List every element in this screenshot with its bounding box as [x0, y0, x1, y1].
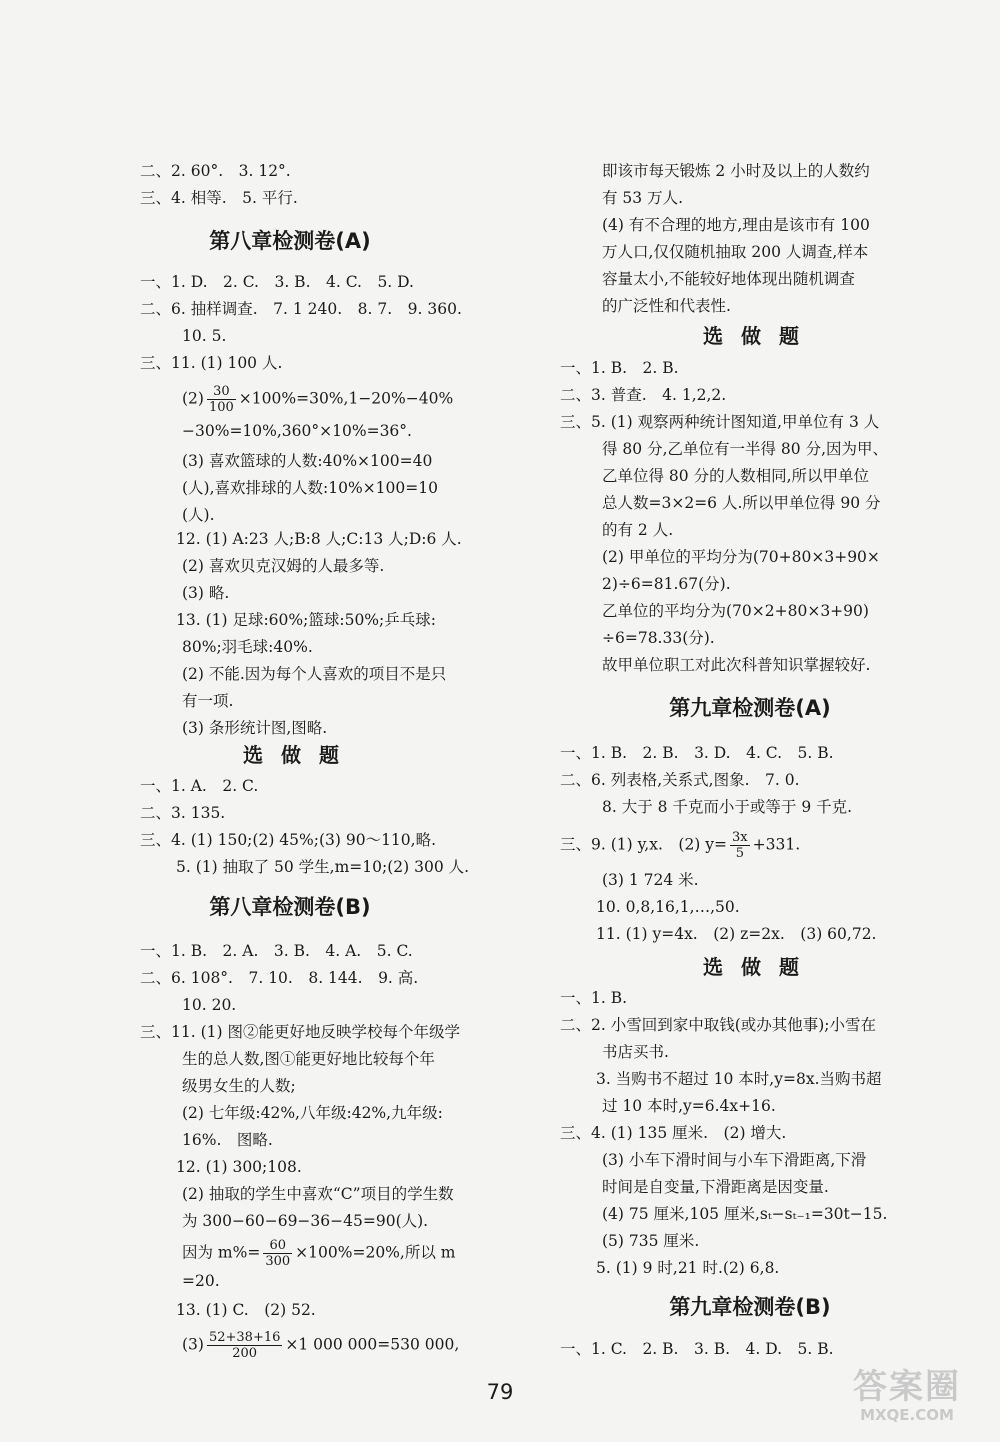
answer-line: 二、6. 108°. 7. 10. 8. 144. 9. 高. [140, 969, 419, 987]
answer-line: 一、1. B. 2. B. 3. D. 4. C. 5. B. [560, 744, 834, 762]
answer-line: (4) 有不合理的地方,理由是该市有 100 [602, 216, 870, 234]
numerator: 3x [732, 830, 748, 845]
text: (2) [182, 389, 204, 408]
fraction [263, 1238, 292, 1269]
numerator: 60 [263, 1238, 292, 1254]
watermark [832, 1368, 982, 1432]
answer-line-fraction [560, 830, 800, 861]
text: +331. [752, 835, 801, 854]
answer-line: 生的总人数,图①能更好地比较每个年 [182, 1050, 435, 1068]
answer-line: 万人口,仅仅随机抽取 200 人调查,样本 [602, 243, 869, 261]
answer-line: 三、4. (1) 150;(2) 45%;(3) 90～110,略. [140, 831, 437, 849]
text: ×100%=30%,1−20%−40% [238, 389, 454, 408]
answer-line: 的有 2 人. [602, 521, 674, 539]
answer-line: (2) 不能.因为每个人喜欢的项目不是只 [182, 665, 447, 683]
answer-line: (3) 喜欢篮球的人数:40%×100=40 [182, 452, 433, 470]
answer-line: 一、1. B. 2. B. [560, 359, 679, 377]
answer-line: 三、5. (1) 观察两种统计图知道,甲单位有 3 人 [560, 413, 880, 431]
fraction [730, 830, 750, 861]
denominator: 300 [265, 1254, 291, 1269]
answer-line: 得 80 分,乙单位有一半得 80 分,因为甲、 [602, 440, 889, 458]
answer-line: 有 53 万人. [602, 189, 684, 207]
answer-line: 13. (1) 足球:60%;篮球:50%;乒乓球: [176, 611, 436, 629]
answer-line: 一、1. D. 2. C. 3. B. 4. C. 5. D. [140, 273, 414, 291]
answer-line: 一、1. A. 2. C. [140, 777, 259, 795]
answer-line: 故甲单位职工对此次科普知识掌握较好. [602, 656, 871, 674]
answer-line: 即该市每天锻炼 2 小时及以上的人数约 [602, 162, 870, 180]
answer-line: 二、6. 列表格,关系式,图象. 7. 0. [560, 771, 800, 789]
answer-line: =20. [182, 1272, 220, 1290]
answer-line: 10. 0,8,16,1,…,50. [596, 898, 740, 916]
answer-line: 12. (1) 300;108. [176, 1158, 302, 1176]
answer-line: 的广泛性和代表性. [602, 297, 731, 315]
text: ×1 000 000=530 000, [285, 1335, 460, 1354]
answer-line-fraction [140, 1238, 455, 1269]
page-number: 79 [486, 1380, 514, 1404]
answer-line: (3) 1 724 米. [602, 871, 699, 889]
section-heading: 选做题 [703, 955, 817, 979]
answer-line: 10. 5. [182, 327, 227, 345]
answer-line: 2)÷6=81.67(分). [602, 575, 731, 593]
answer-line: 13. (1) C. (2) 52. [176, 1301, 316, 1319]
answer-line: 3. 当购书不超过 10 本时,y=8x.当购书超 [596, 1070, 882, 1088]
answer-line: (5) 735 厘米. [602, 1232, 700, 1250]
answer-line: 二、6. 抽样调查. 7. 1 240. 8. 7. 9. 360. [140, 300, 462, 318]
section-heading: 第八章检测卷(A) [209, 229, 371, 253]
text: 因为 m%= [182, 1243, 261, 1262]
answer-line: (2) 甲单位的平均分为(70+80×3+90× [602, 548, 880, 566]
denominator: 100 [208, 400, 234, 415]
answer-line: 10. 20. [182, 996, 237, 1014]
answer-line: 容量太小,不能较好地体现出随机调查 [602, 270, 855, 288]
answer-line: 5. (1) 抽取了 50 学生,m=10;(2) 300 人. [176, 858, 470, 876]
answer-line: 三、4. 相等. 5. 平行. [140, 189, 298, 207]
answer-line: 一、1. C. 2. B. 3. B. 4. D. 5. B. [560, 1340, 834, 1358]
answer-line: 12. (1) A:23 人;B:8 人;C:13 人;D:6 人. [176, 530, 462, 548]
fraction [207, 384, 236, 415]
answer-line: (人),喜欢排球的人数:10%×100=10 [182, 479, 438, 497]
answer-line: 80%;羽毛球:40%. [182, 638, 313, 656]
answer-line: 乙单位的平均分为(70×2+80×3+90) [602, 602, 869, 620]
answer-line: (2) 喜欢贝克汉姆的人最多等. [182, 557, 385, 575]
section-heading: 选做题 [243, 743, 357, 767]
answer-line: 三、11. (1) 图②能更好地反映学校每个年级学 [140, 1023, 460, 1041]
answer-line: 一、1. B. 2. A. 3. B. 4. A. 5. C. [140, 942, 413, 960]
answer-line: (3) 略. [182, 584, 230, 602]
section-heading: 选做题 [703, 324, 817, 348]
answer-line: 三、11. (1) 100 人. [140, 354, 283, 372]
answer-line: 一、1. B. [560, 989, 628, 1007]
numerator: 52+38+16 [208, 1330, 281, 1345]
answer-line: ÷6=78.33(分). [602, 629, 715, 647]
watermark-url: MXQE.COM [860, 1406, 954, 1424]
answer-line: (2) 抽取的学生中喜欢“C”项目的学生数 [182, 1185, 454, 1203]
text: 三、9. (1) y,x. (2) y= [560, 835, 728, 854]
denominator: 5 [735, 846, 744, 861]
answer-line: 二、3. 135. [140, 804, 226, 822]
answer-line: 时间是自变量,下滑距离是因变量. [602, 1178, 829, 1196]
answer-line: 乙单位得 80 分的人数相同,所以甲单位 [602, 467, 870, 485]
section-heading: 第九章检测卷(B) [669, 1295, 831, 1319]
answer-line: 16%. 图略. [182, 1131, 273, 1149]
answer-line: −30%=10%,360°×10%=36°. [182, 422, 412, 440]
answer-line: 为 300−60−69−36−45=90(人). [182, 1212, 429, 1230]
answer-line: (4) 75 厘米,105 厘米,sₜ−sₜ₋₁=30t−15. [602, 1205, 888, 1223]
numerator: 30 [207, 384, 236, 400]
section-heading: 第八章检测卷(B) [209, 895, 371, 919]
answer-line: 总人数=3×2=6 人.所以甲单位得 90 分 [602, 494, 881, 512]
answer-line: 二、3. 普查. 4. 1,2,2. [560, 386, 727, 404]
answer-line: 三、4. (1) 135 厘米. (2) 增大. [560, 1124, 787, 1142]
answer-line-fraction [140, 384, 453, 415]
answer-line: 5. (1) 9 时,21 时.(2) 6,8. [596, 1259, 780, 1277]
answer-line: 11. (1) y=4x. (2) z=2x. (3) 60,72. [596, 925, 877, 943]
answer-line: 二、2. 小雪回到家中取钱(或办其他事);小雪在 [560, 1016, 877, 1034]
answer-line: (3) 小车下滑时间与小车下滑距离,下滑 [602, 1151, 867, 1169]
answer-line: 过 10 本时,y=6.4x+16. [602, 1097, 776, 1115]
answer-line: 级男女生的人数; [182, 1077, 296, 1095]
answer-line: (2) 七年级:42%,八年级:42%,九年级: [182, 1104, 443, 1122]
text: ×100%=20%,所以 m [295, 1243, 456, 1262]
answer-line: 书店买书. [602, 1043, 669, 1061]
denominator: 200 [232, 1346, 258, 1361]
answer-line-fraction [140, 1330, 459, 1361]
answer-line: (3) 条形统计图,图略. [182, 719, 328, 737]
answer-line: 有一项. [182, 692, 234, 710]
answer-line: 8. 大于 8 千克而小于或等于 9 千克. [602, 798, 853, 816]
section-heading: 第九章检测卷(A) [669, 696, 831, 720]
text: (3) [182, 1335, 204, 1354]
answer-line: 二、2. 60°. 3. 12°. [140, 162, 291, 180]
watermark-logo-text: 答案圈 [853, 1367, 961, 1407]
fraction [207, 1330, 282, 1361]
answer-line: (人). [182, 506, 215, 524]
